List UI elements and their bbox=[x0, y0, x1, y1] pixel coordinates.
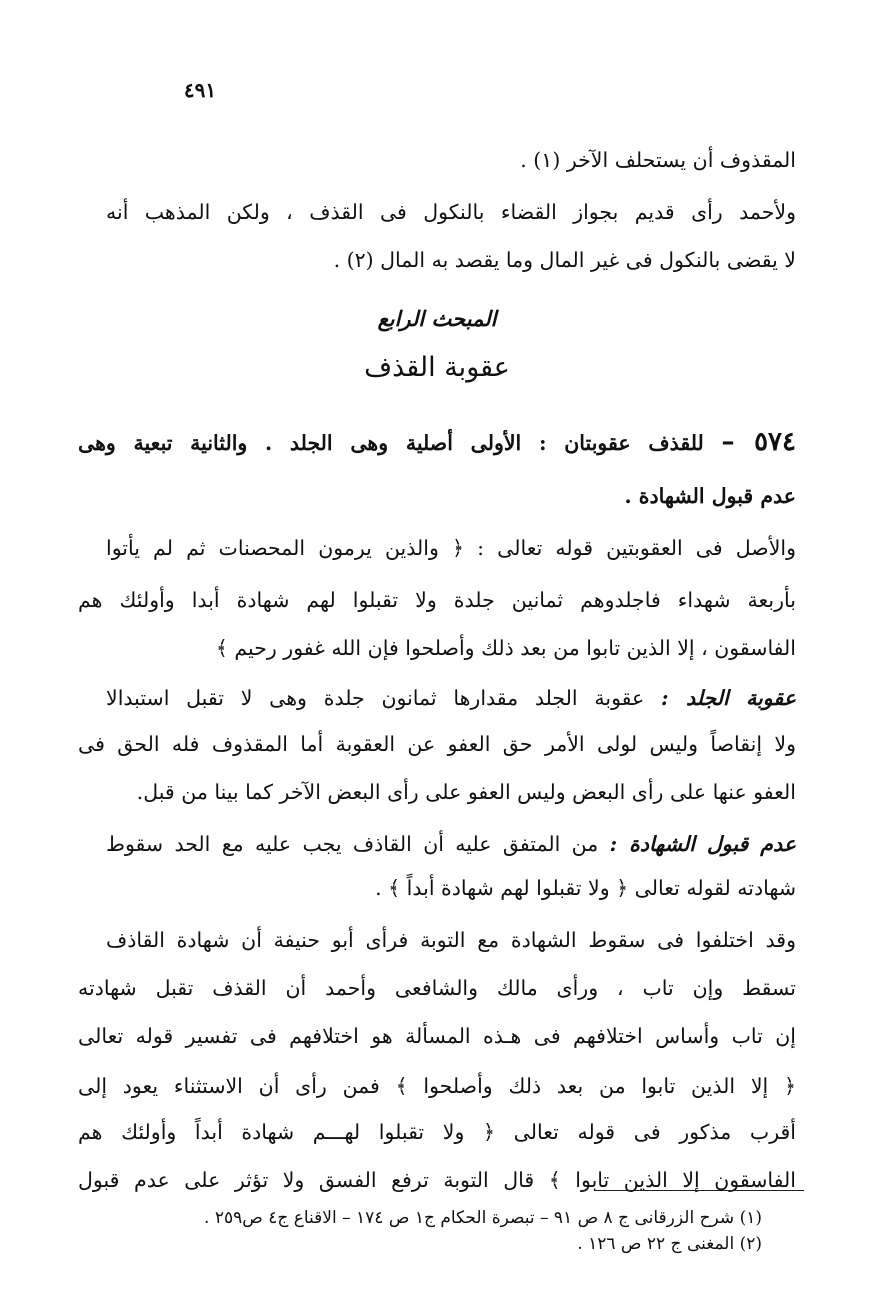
text-line: تسقط وإن تاب ، ورأى مالك والشافعى وأحمد أن القذف تقبل شهادته bbox=[78, 976, 796, 1000]
page-number: ٤٩١ bbox=[183, 78, 217, 102]
testimony-line bbox=[106, 822, 796, 866]
testimony-text: من المتفق عليه أن القاذف يجب عليه مع الحد سقوط bbox=[106, 832, 599, 856]
text-line: لا يقضى بالنكول فى غير المال وما يقصد به المال (٢) . bbox=[333, 248, 796, 272]
flogging-runin: عقوبة الجلد : bbox=[661, 686, 796, 710]
footnote: (١) شرح الزرقانى ج ٨ ص ٩١ – تبصرة الحكام ج١ ص ١٧٤ – الاقناع ج٤ ص٢٥٩ . bbox=[204, 1208, 762, 1228]
article-line bbox=[78, 420, 796, 465]
text-line: أقرب مذكور فى قوله تعالى ﴿ ولا تقبلوا لهـــم شهادة أبداً وأولئك هم bbox=[78, 1120, 796, 1144]
section-title: عقوبة القذف bbox=[364, 352, 510, 383]
text-line: الفاسقون ، إلا الذين تابوا من بعد ذلك وأصلحوا فإن الله غفور رحيم ﴾ bbox=[215, 636, 796, 660]
article-line: عدم قبول الشهادة . bbox=[624, 484, 796, 508]
text-line: ولأحمد رأى قديم بجواز القضاء بالنكول فى القذف ، ولكن المذهب أنه bbox=[106, 200, 796, 224]
text-line: ﴿ إلا الذين تابوا من بعد ذلك وأصلحوا ﴾ فمن رأى أن الاستثناء يعود إلى bbox=[78, 1074, 796, 1098]
flogging-text: عقوبة الجلد مقدارها ثمانون جلدة وهى لا تقبل استبدالا bbox=[106, 686, 645, 710]
text-line: ولا إنقاصاً وليس لولى الأمر حق العفو عن العقوبة أما المقذوف فله الحق فى bbox=[78, 732, 796, 756]
text-line: المقذوف أن يستحلف الآخر (١) . bbox=[520, 148, 796, 172]
text-line: العفو عنها على رأى البعض وليس العفو على رأى البعض الآخر كما بينا من قبل. bbox=[136, 780, 796, 804]
text-line: بأربعة شهداء فاجلدوهم ثمانين جلدة ولا تقبلوا لهم شهادة أبدا وأولئك هم bbox=[78, 588, 796, 612]
flogging-line bbox=[106, 676, 796, 720]
section-subtitle: المبحث الرابع bbox=[377, 306, 497, 331]
article-text: للقذف عقوبتان : الأولى أصلية وهى الجلد . والثانية تبعية وهى bbox=[78, 431, 704, 455]
testimony-runin: عدم قبول الشهادة : bbox=[609, 832, 796, 856]
footnote: (٢) المغنى ج ٢٢ ص ١٢٦ . bbox=[577, 1234, 762, 1254]
text-line: شهادته لقوله تعالى ﴿ ولا تقبلوا لهم شهادة أبداً ﴾ . bbox=[375, 876, 796, 900]
footnote-divider bbox=[594, 1190, 804, 1191]
text-line: إن تاب وأساس اختلافهم فى هـذه المسألة هو اختلافهم فى تفسير قوله تعالى bbox=[78, 1024, 796, 1048]
text-line: والأصل فى العقوبتين قوله تعالى : ﴿ والذين يرمون المحصنات ثم لم يأتوا bbox=[106, 536, 796, 560]
text-line: وقد اختلفوا فى سقوط الشهادة مع التوبة فرأى أبو حنيفة أن شهادة القاذف bbox=[106, 928, 796, 952]
text-line: الفاسقون إلا الذين تابوا ﴾ قال التوبة ترفع الفسق ولا تؤثر على عدم قبول bbox=[78, 1168, 796, 1192]
article-number: ٥٧٤ – bbox=[721, 427, 796, 457]
